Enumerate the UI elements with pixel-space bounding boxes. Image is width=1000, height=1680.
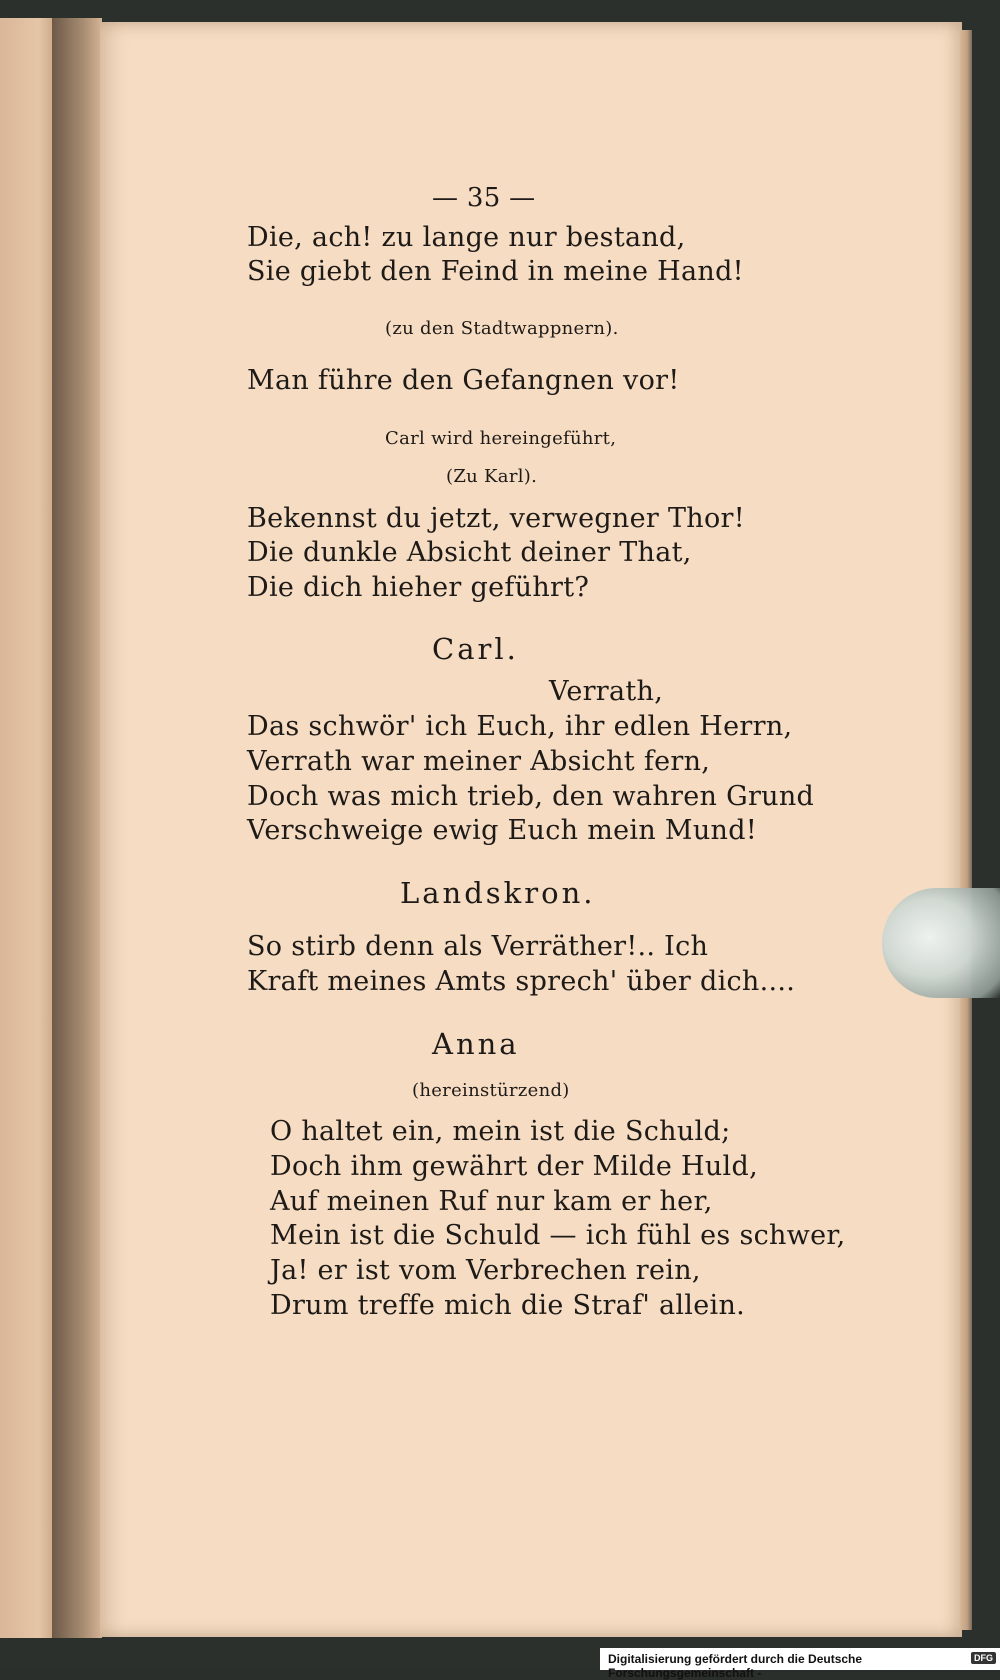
text-line: Mein ist die Schuld — ich fühl es schwer,	[270, 1220, 846, 1251]
text-line: Kraft meines Amts sprech' über dich....	[247, 966, 796, 997]
text-line: O haltet ein, mein ist die Schuld;	[270, 1116, 731, 1147]
stage-direction: (hereinstürzend)	[412, 1080, 570, 1101]
speaker-name: Carl.	[432, 632, 519, 666]
text-line: Man führe den Gefangnen vor!	[247, 365, 680, 396]
text-line: Die, ach! zu lange nur bestand,	[247, 222, 686, 253]
footer-bar	[600, 1648, 1000, 1680]
text-line: Drum treffe mich die Straf' allein.	[270, 1290, 746, 1321]
text-line: Auf meinen Ruf nur kam er her,	[270, 1186, 713, 1217]
speaker-name: Anna	[432, 1027, 520, 1061]
text-line: Die dich hieher geführt?	[247, 572, 590, 603]
text-line: Die dunkle Absicht deiner That,	[247, 537, 692, 568]
speaker-name: Landskron.	[400, 876, 596, 910]
text-line: Verrath,	[549, 676, 664, 707]
stage-direction: (Zu Karl).	[446, 466, 538, 487]
footer-text: Digitalisierung gefördert durch die Deutsche Forschungsgemeinschaft -	[608, 1652, 863, 1680]
text-line: So stirb denn als Verräther!.. Ich	[247, 931, 709, 962]
text-line: Sie giebt den Feind in meine Hand!	[247, 256, 744, 287]
text-line: Bekennst du jetzt, verwegner Thor!	[247, 503, 745, 534]
page-edge	[960, 30, 972, 1630]
text-line: Doch ihm gewährt der Milde Huld,	[270, 1151, 758, 1182]
text-line: Ja! er ist vom Verbrechen rein,	[270, 1255, 701, 1286]
text-line: Doch was mich trieb, den wahren Grund	[247, 781, 815, 812]
text-line: Verrath war meiner Absicht fern,	[247, 746, 711, 777]
stage-direction: (zu den Stadtwappnern).	[385, 318, 619, 339]
book-gutter	[52, 18, 102, 1638]
stage-direction: Carl wird hereingeführt,	[385, 428, 617, 449]
page-clip	[882, 888, 1000, 998]
left-page-edge	[0, 18, 55, 1638]
text-line: Das schwör' ich Euch, ihr edlen Herrn,	[247, 711, 793, 742]
dfg-logo: DFG	[971, 1652, 996, 1664]
text-line: Verschweige ewig Euch mein Mund!	[247, 815, 757, 846]
page-number: — 35 —	[432, 183, 536, 213]
